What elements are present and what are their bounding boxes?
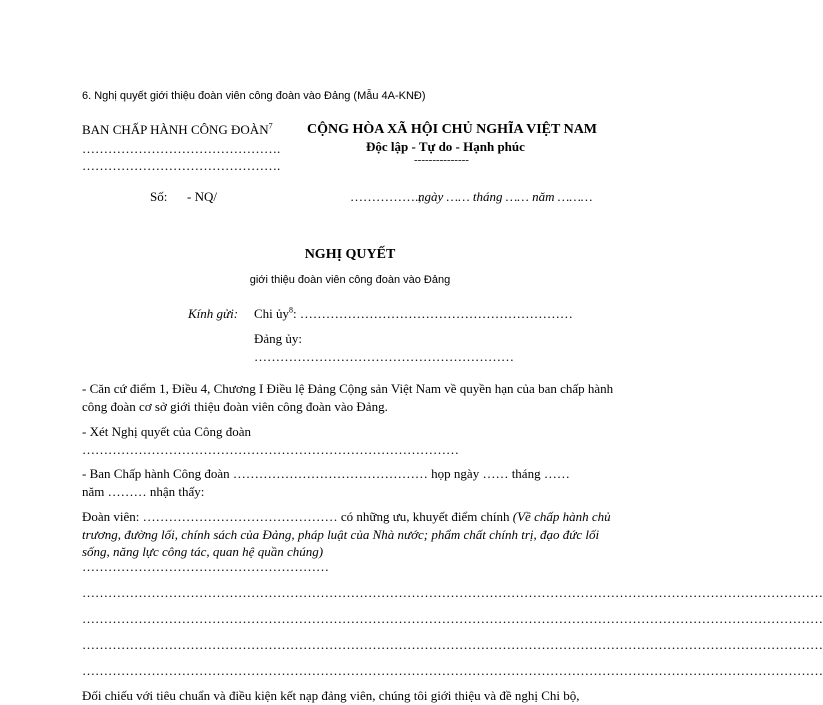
recipient-label: Kính gửi: xyxy=(188,306,239,321)
paragraph-conclusion: Đối chiếu với tiêu chuẩn và điều kiện kết nạp đảng viên, chúng tôi giới thiệu và đề nghị Chi bộ, xyxy=(82,688,580,703)
document-subtitle: giới thiệu đoàn viên công đoàn vào Đảng xyxy=(249,274,451,286)
date-place: ……………., xyxy=(350,189,422,204)
org-label-text: BAN CHẤP HÀNH CÔNG ĐOÀN xyxy=(82,122,269,137)
recipient-dang-uy: Đảng ủy: xyxy=(254,331,303,346)
org-footnote-mark: 7 xyxy=(268,121,273,131)
org-dots-1: ………………………………………. xyxy=(82,141,281,156)
paragraph-meeting-line-1: - Ban Chấp hành Công đoàn ……………………………………… họp ngày …… tháng …… xyxy=(82,466,570,481)
form-heading: 6. Nghị quyết giới thiệu đoàn viên công đoàn vào Đảng (Mẫu 4A-KNĐ) xyxy=(82,90,426,102)
nation-motto: Độc lập - Tự do - Hạnh phúc xyxy=(366,139,525,154)
paragraph-member-assessment xyxy=(82,508,618,561)
date-line: ngày …… tháng …… năm ……… xyxy=(418,189,593,204)
blank-line-4-dots: ……………………………………………………………………………………………………………………………………………………… xyxy=(82,663,823,678)
blank-line-3-dots: ……………………………………………………………………………………………………………………………………………………… xyxy=(82,637,823,652)
member-assessment-criteria: (Về chấp hành chủ trương, đường lối, chính sách của Đảng, pháp luật của Nhà nước; phẩm chất chính trị, đạo đức lối sống, năng lực công tác, quan hệ quần chúng) xyxy=(82,509,611,560)
dang-uy-dots: …………………………………………………… xyxy=(254,349,514,364)
blank-line-2-dots: ……………………………………………………………………………………………………………………………………………………… xyxy=(82,611,823,626)
number-suffix: - NQ/ xyxy=(187,189,217,204)
paragraph-review-label: - Xét Nghị quyết của Công đoàn xyxy=(82,424,251,439)
chi-uy-footnote-mark: 8 xyxy=(289,305,294,315)
recipient-chi-uy xyxy=(254,305,573,323)
nation-title: CỘNG HÒA XÃ HỘI CHỦ NGHĨA VIỆT NAM xyxy=(307,122,598,137)
blank-line-1 xyxy=(82,584,823,602)
paragraph-review-dots: …………………………………………………………………………… xyxy=(82,442,459,457)
blank-line-2 xyxy=(82,610,823,628)
blank-line-4 xyxy=(82,662,823,680)
org-dots-2: ………………………………………. xyxy=(82,158,281,173)
member-assessment-text: Đoàn viên: ……………………………………… có những ưu, khuyết điểm chính xyxy=(82,509,513,524)
blank-line-1-dots: ……………………………………………………………………………………………………………………………………………………… xyxy=(82,585,823,600)
document-title: NGHỊ QUYẾT xyxy=(304,247,396,262)
blank-line-3 xyxy=(82,636,823,654)
paragraph-meeting-line-2: năm ……… nhận thấy: xyxy=(82,484,205,499)
motto-rule: --------------- xyxy=(414,154,469,166)
paragraph-legal-basis: - Căn cứ điểm 1, Điều 4, Chương I Điều lệ Đảng Cộng sản Việt Nam về quyền hạn của ban chấp hành công đoàn cơ sở giới thiệu đoàn viên công đoàn vào Đảng. xyxy=(82,381,614,414)
chi-uy-dots: : ……………………………………………………… xyxy=(293,306,573,321)
number-label: Số: xyxy=(150,189,168,204)
chi-uy-text: Chi ủy xyxy=(254,306,290,321)
org-label xyxy=(82,121,273,139)
member-assessment-dots: ………………………………………………… xyxy=(82,559,329,574)
